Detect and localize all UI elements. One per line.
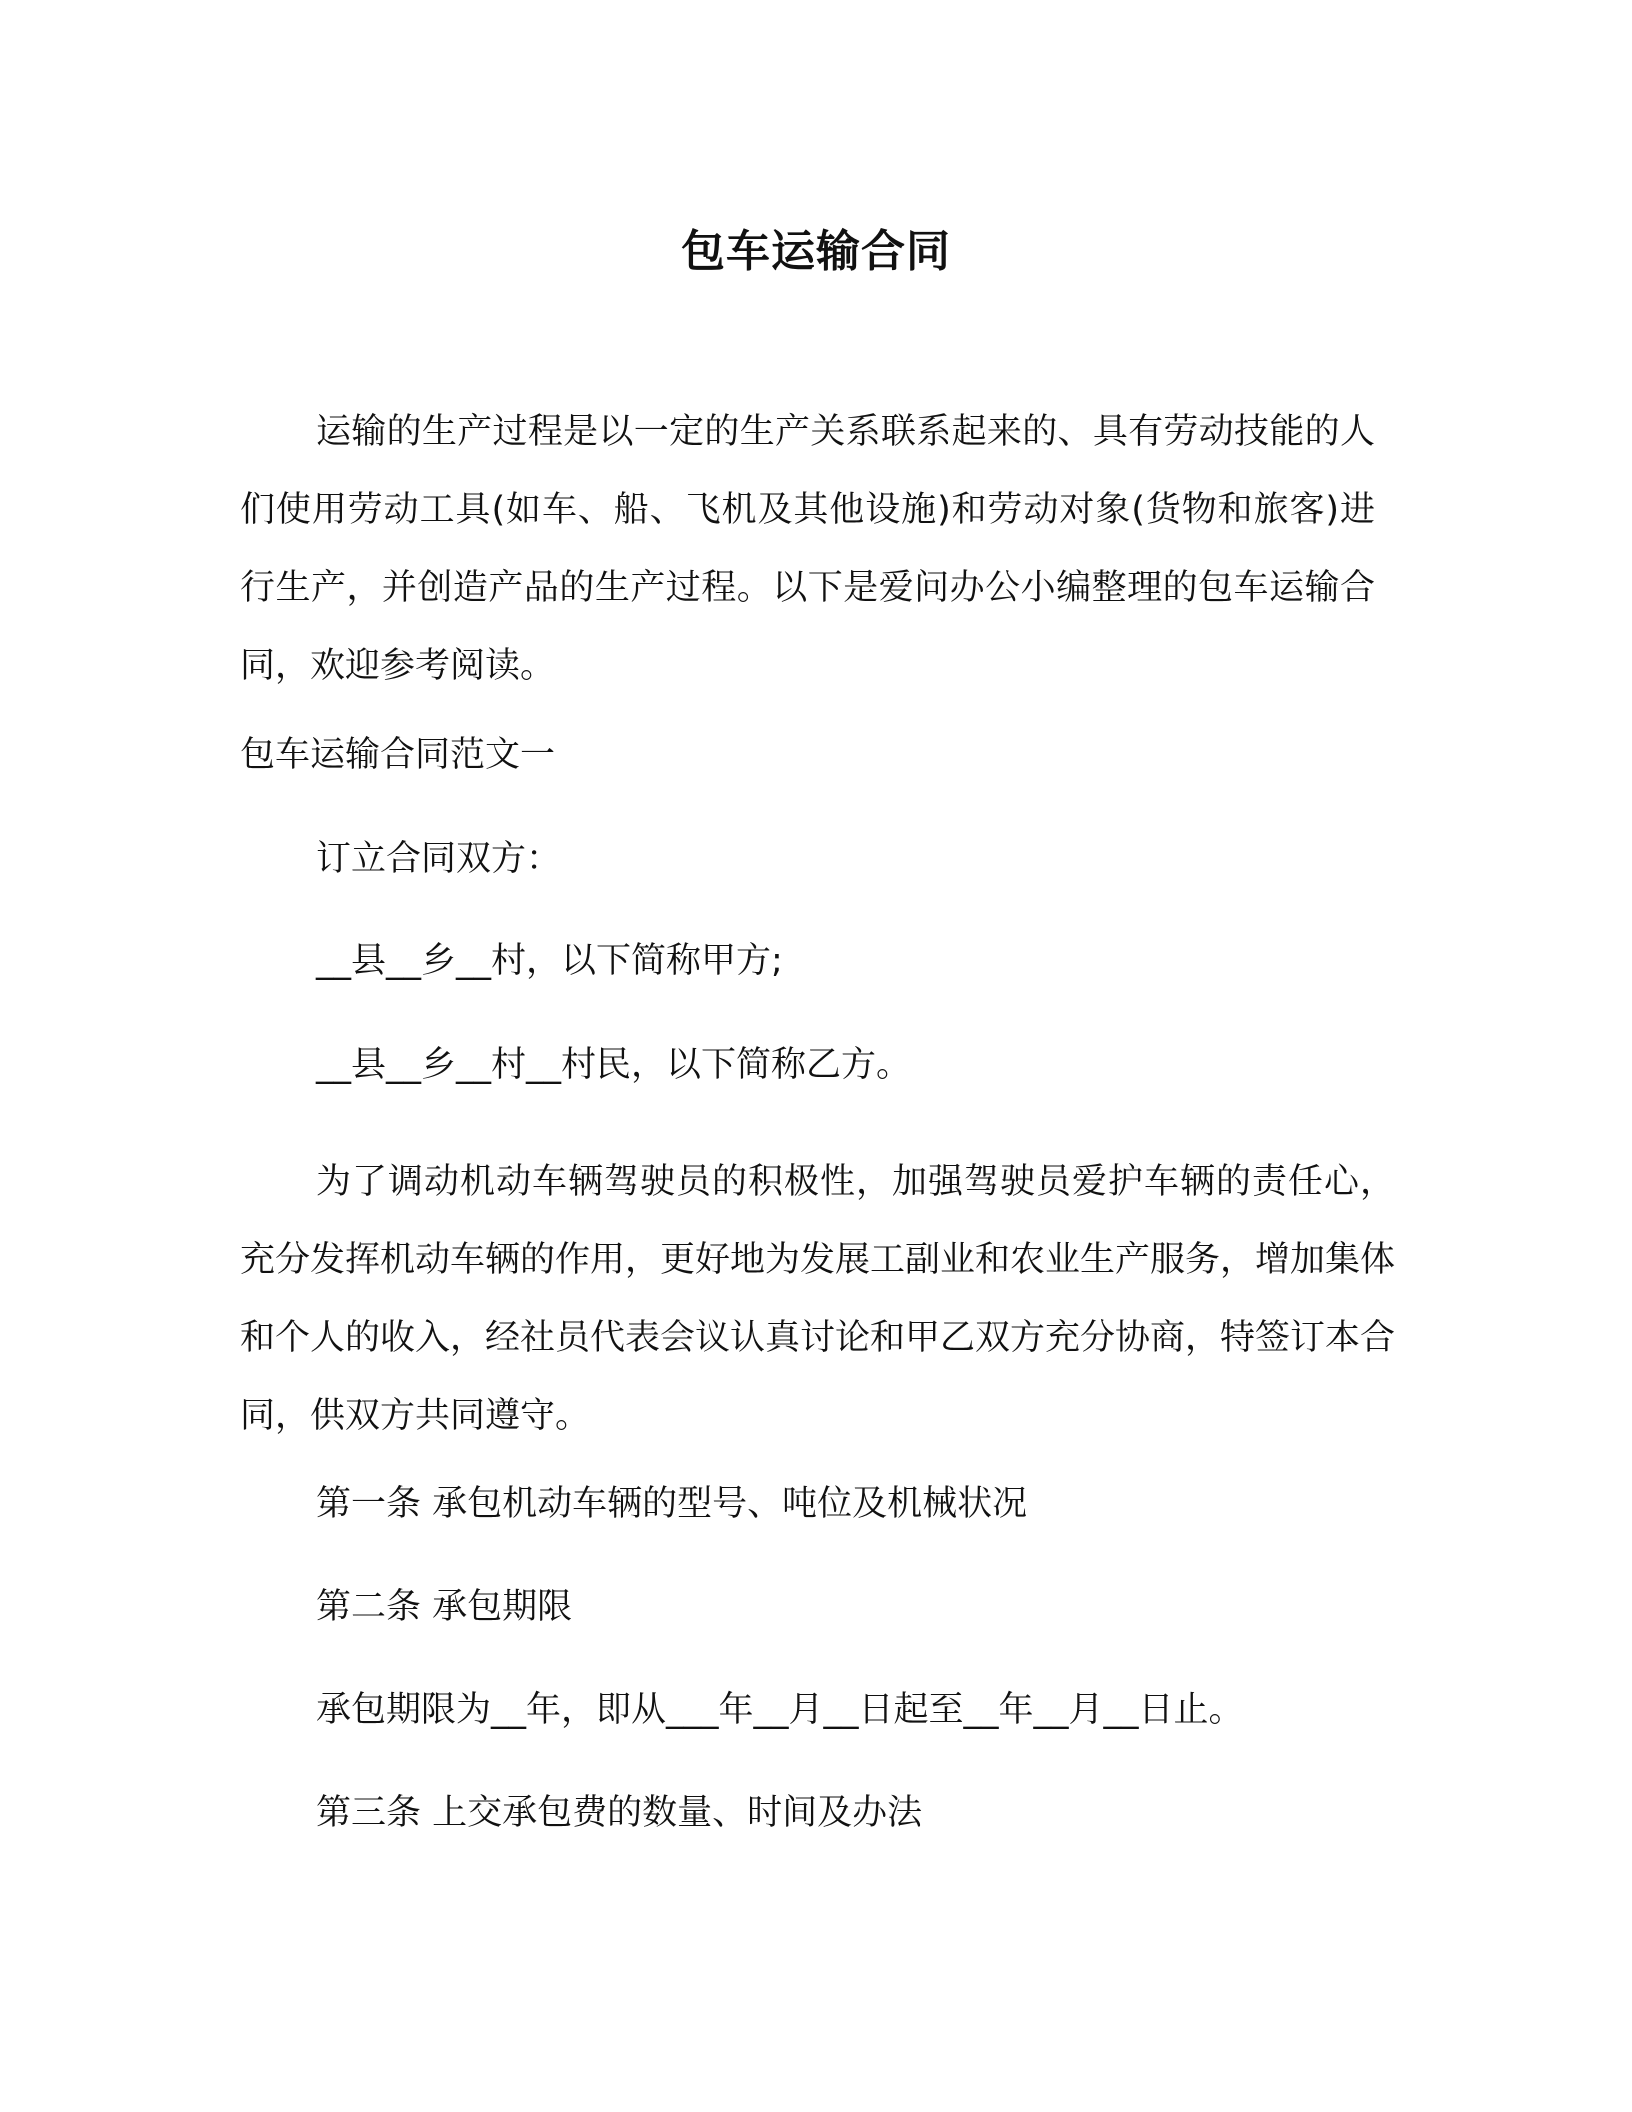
sample-heading: 包车运输合同范文一 [240,735,556,775]
intro-paragraph: 运输的生产过程是以一定的生产关系联系起来的、具有劳动技能的人们使用劳动工具(如车、船、飞机及其他设施)和劳动对象(货物和旅客)进行生产，并创造产品的生产过程。以下是爱问办公小编整理的包车运输合同，欢迎参考阅读。 [240,412,1375,686]
parties-heading: 订立合同双方： [316,839,562,879]
term-line: 承包期限为__年，即从___年__月__日起至__年__月__日止。 [316,1690,1244,1730]
article-2-heading: 第二条 承包期限 [316,1587,573,1627]
party-b-line: __县__乡__村__村民，以下简称乙方。 [316,1045,912,1085]
document-title: 包车运输合同 [681,226,951,277]
article-3-heading: 第三条 上交承包费的数量、时间及办法 [316,1793,923,1833]
article-1-heading: 第一条 承包机动车辆的型号、吨位及机械状况 [316,1484,1028,1524]
party-a-line: __县__乡__村，以下简称甲方; [316,941,783,981]
purpose-paragraph: 为了调动机动车辆驾驶员的积极性，加强驾驶员爱护车辆的责任心，充分发挥机动车辆的作用，更好地为发展工副业和农业生产服务，增加集体和个人的收入，经社员代表会议认真讨论和甲乙双方充分协商，特签订本合同，供双方共同遵守。 [240,1162,1396,1436]
